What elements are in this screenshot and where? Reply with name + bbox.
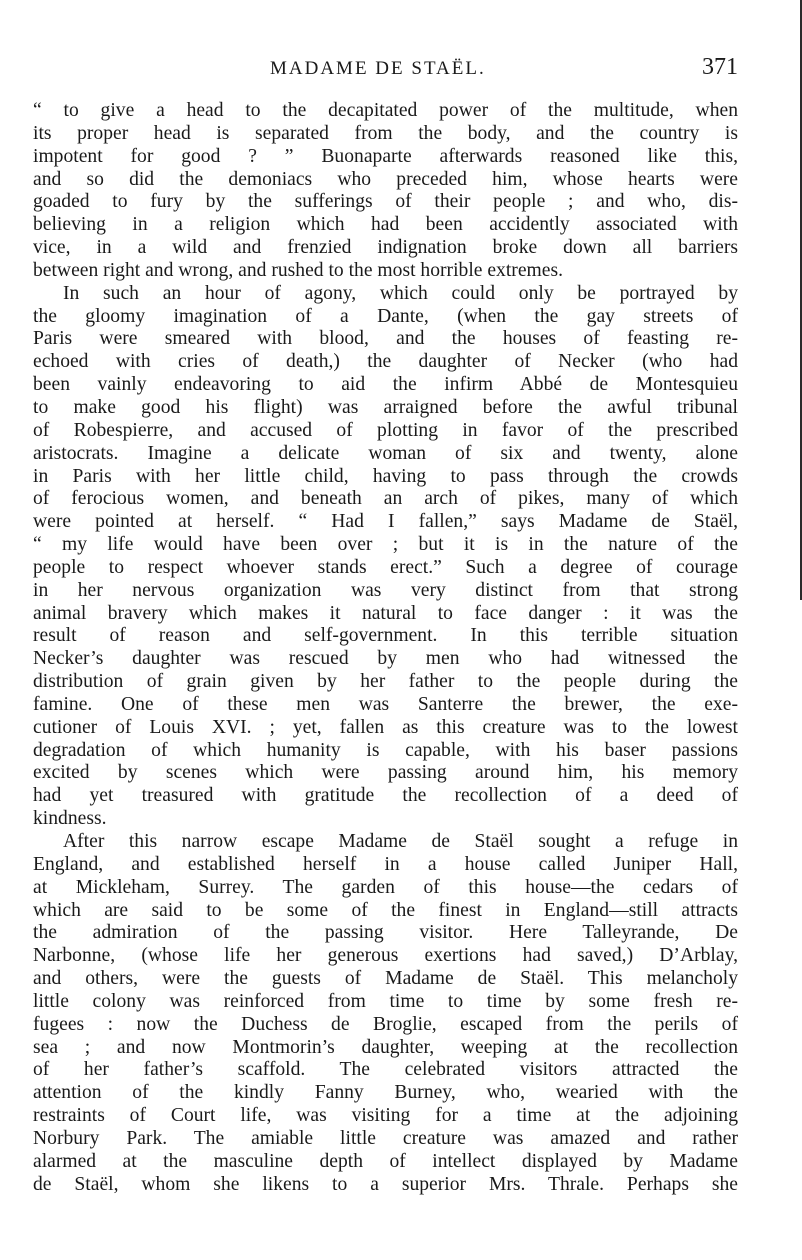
text-line: kindness.: [33, 808, 107, 830]
text-line: aristocrats. Imagine a delicate woman of six and twenty, alone: [33, 442, 738, 464]
text-line: result of reason and self-government. In this terrible situation: [33, 625, 738, 647]
text-line: at Mickleham, Surrey. The garden of this house—the cedars of: [33, 876, 738, 898]
text-line: its proper head is separated from the body, and the country is: [33, 122, 738, 144]
text-line: people to respect whoever stands erect.” Such a degree of courage: [33, 556, 738, 578]
text-line: attention of the kindly Fanny Burney, who, wearied with the: [33, 1082, 738, 1104]
text-line: been vainly endeavoring to aid the infirm Abbé de Montesquieu: [33, 374, 738, 396]
text-line: restraints of Court life, was visiting for a time at the adjoining: [33, 1105, 738, 1127]
text-line: de Staël, whom she likens to a superior Mrs. Thrale. Perhaps she: [33, 1173, 738, 1195]
text-line: the gloomy imagination of a Dante, (when the gay streets of: [33, 305, 738, 327]
running-title: MADAME DE STAËL.: [270, 58, 486, 79]
text-line: had yet treasured with gratitude the recollection of a deed of: [33, 785, 738, 807]
text-line: in her nervous organization was very distinct from that strong: [33, 579, 738, 601]
paragraph-2: [33, 283, 738, 831]
text-line: vice, in a wild and frenzied indignation broke down all barriers: [33, 237, 738, 259]
text-line: “ to give a head to the decapitated power of the multitude, when: [33, 100, 738, 121]
text-line: Necker’s daughter was rescued by men who had witnessed the: [33, 648, 738, 670]
text-line: Narbonne, (whose life her generous exertions had saved,) D’Arblay,: [33, 945, 738, 967]
text-line: distribution of grain given by her father to the people during the: [33, 671, 738, 693]
text-line: cutioner of Louis XVI. ; yet, fallen as this creature was to the lowest: [33, 716, 738, 738]
paragraph-1: [33, 100, 738, 283]
text-line: between right and wrong, and rushed to the most horrible extremes.: [33, 259, 563, 281]
text-line: animal bravery which makes it natural to face danger : it was the: [33, 602, 738, 624]
text-line: echoed with cries of death,) the daughter of Necker (who had: [33, 351, 738, 373]
text-line: England, and established herself in a house called Juniper Hall,: [33, 853, 738, 875]
text-line: the admiration of the passing visitor. Here Talleyrande, De: [33, 922, 738, 944]
text-line: of Robespierre, and accused of plotting in favor of the prescribed: [33, 419, 738, 441]
text-line: excited by scenes which were passing around him, his memory: [33, 762, 738, 784]
text-line: Norbury Park. The amiable little creature was amazed and rather: [33, 1127, 738, 1149]
text-line: believing in a religion which had been accidently associated with: [33, 214, 738, 236]
text-line: goaded to fury by the sufferings of their people ; and who, dis-: [33, 191, 738, 213]
text-line: fugees : now the Duchess de Broglie, escaped from the perils of: [33, 1013, 738, 1035]
text-line: famine. One of these men was Santerre the brewer, the exe-: [33, 693, 738, 715]
text-line: of her father’s scaffold. The celebrated visitors attracted the: [33, 1059, 738, 1081]
text-line: sea ; and now Montmorin’s daughter, weeping at the recollection: [33, 1036, 738, 1058]
text-line: little colony was reinforced from time to time by some fresh re-: [33, 990, 738, 1012]
text-line: in Paris with her little child, having to pass through the crowds: [33, 465, 738, 487]
text-line: In such an hour of agony, which could only be portrayed by: [63, 282, 738, 304]
running-head: [30, 56, 740, 86]
text-line: impotent for good ? ” Buonaparte afterwards reasoned like this,: [33, 145, 738, 167]
text-line: to make good his flight) was arraigned before the awful tribunal: [33, 396, 738, 418]
text-line: which are said to be some of the finest in England—still attracts: [33, 899, 738, 921]
page-number: 371: [702, 54, 738, 80]
text-line: alarmed at the masculine depth of intellect displayed by Madame: [33, 1150, 738, 1172]
text-line: and so did the demoniacs who preceded him, whose hearts were: [33, 168, 738, 190]
text-line: were pointed at herself. “ Had I fallen,” says Madame de Staël,: [33, 511, 738, 533]
body-text: [33, 100, 738, 1197]
text-line: “ my life would have been over ; but it is in the nature of the: [33, 534, 738, 556]
text-line: Paris were smeared with blood, and the houses of feasting re-: [33, 328, 738, 350]
text-line: degradation of which humanity is capable, with his baser passions: [33, 739, 738, 761]
paragraph-3: [33, 831, 738, 1197]
text-line: of ferocious women, and beneath an arch of pikes, many of which: [33, 488, 738, 510]
text-line: and others, were the guests of Madame de Staël. This melancholy: [33, 968, 738, 990]
text-line: After this narrow escape Madame de Staël sought a refuge in: [63, 831, 738, 852]
